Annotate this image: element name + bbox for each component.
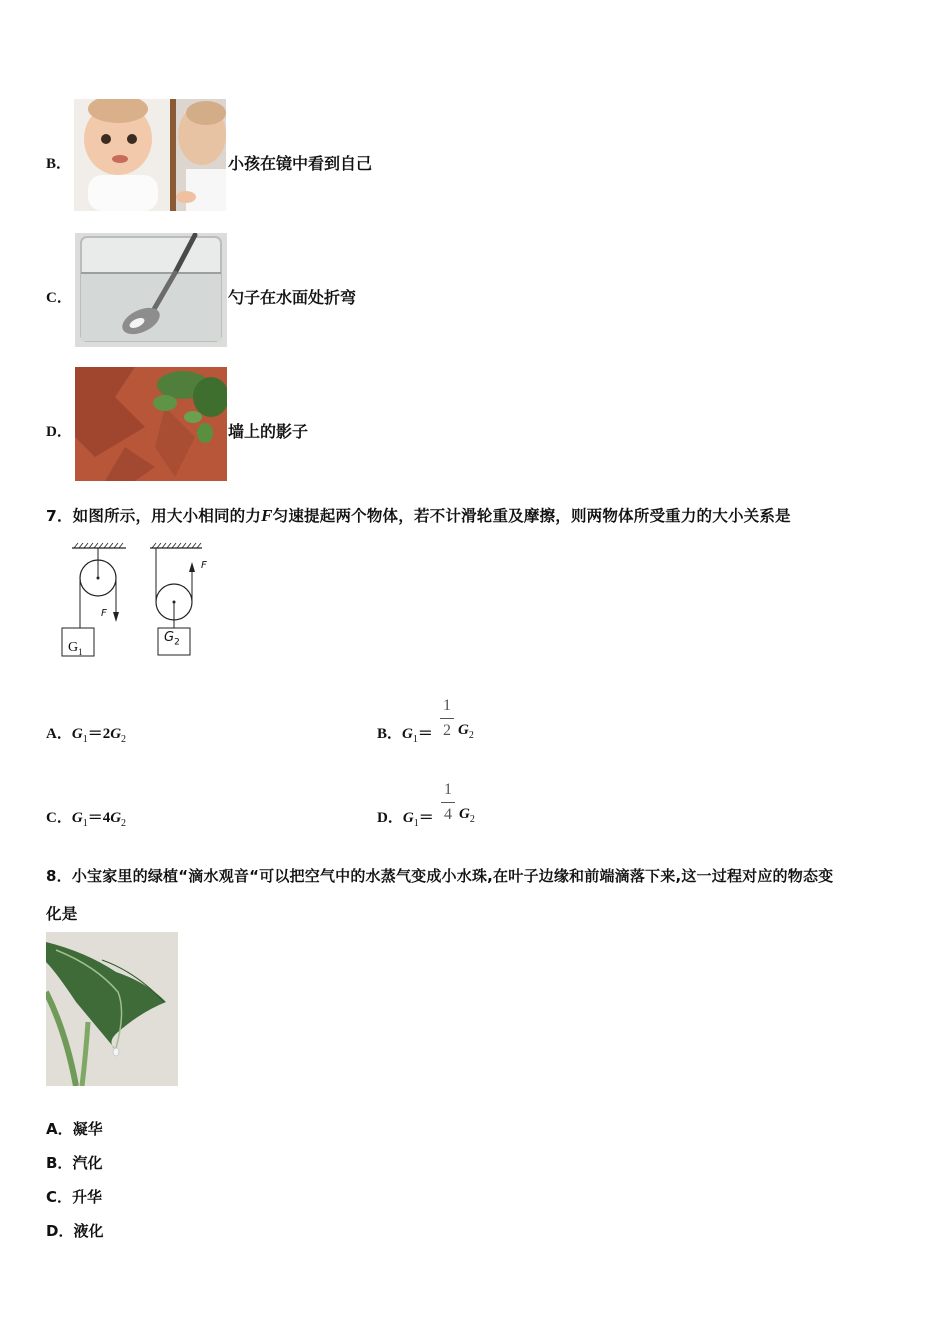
q7-option-d-fraction-bar bbox=[441, 802, 455, 803]
spoon-in-water-photo bbox=[75, 233, 227, 347]
question-8-stem-line2: 化是 bbox=[46, 905, 78, 923]
q7-option-b-numerator: 1 bbox=[443, 697, 451, 714]
question-8-stem-line1: 8．小宝家里的绿植“滴水观音“可以把空气中的水蒸气变成小水珠,在叶子边缘和前端滴落下来,这一过程对应的物态变 bbox=[46, 867, 834, 885]
q7-option-d-rhs: $G_2$ bbox=[459, 806, 475, 825]
right-force-label: F bbox=[201, 560, 207, 571]
q8-option-a: A．凝华 bbox=[46, 1120, 103, 1138]
q8-option-d: D．液化 bbox=[46, 1222, 104, 1240]
left-force-label: F bbox=[101, 608, 107, 619]
left-weight-label: $G_1$ bbox=[68, 640, 83, 657]
q7-option-d-numerator: 1 bbox=[444, 781, 452, 798]
option-b-caption: 小孩在镜中看到自己 bbox=[228, 154, 373, 173]
option-d-caption: 墙上的影子 bbox=[228, 422, 309, 441]
dripping-leaf-photo bbox=[46, 932, 178, 1086]
baby-mirror-photo bbox=[74, 99, 226, 211]
option-b-letter: B． bbox=[46, 156, 72, 172]
q7-option-d-denominator: 4 bbox=[444, 806, 452, 823]
right-weight-label: $G_2$ bbox=[164, 630, 180, 648]
q7-option-c: C．$G_1=4G_2$ bbox=[46, 810, 127, 829]
q8-option-c: C．升华 bbox=[46, 1188, 103, 1206]
q7-option-d: D．$G_1=$ bbox=[377, 810, 434, 829]
option-d-letter: D． bbox=[46, 424, 72, 440]
option-c-letter: C． bbox=[46, 290, 72, 306]
wall-shadow-photo bbox=[75, 367, 227, 481]
q7-option-b: B．$G_1=$ bbox=[377, 726, 433, 745]
question-7-stem: 7．如图所示，用大小相同的力F匀速提起两个物体，若不计滑轮重及摩擦，则两物体所受重力的大小关系是 bbox=[46, 506, 791, 525]
q7-option-b-fraction-bar bbox=[440, 718, 454, 719]
q7-option-b-denominator: 2 bbox=[443, 722, 451, 739]
option-c-caption: 勺子在水面处折弯 bbox=[228, 288, 357, 307]
q7-option-b-rhs: $G_2$ bbox=[458, 722, 474, 741]
q8-option-b: B．汽化 bbox=[46, 1154, 103, 1172]
q7-option-a: A．$G_1=2G_2$ bbox=[46, 726, 127, 745]
pulley-figure bbox=[56, 540, 216, 662]
